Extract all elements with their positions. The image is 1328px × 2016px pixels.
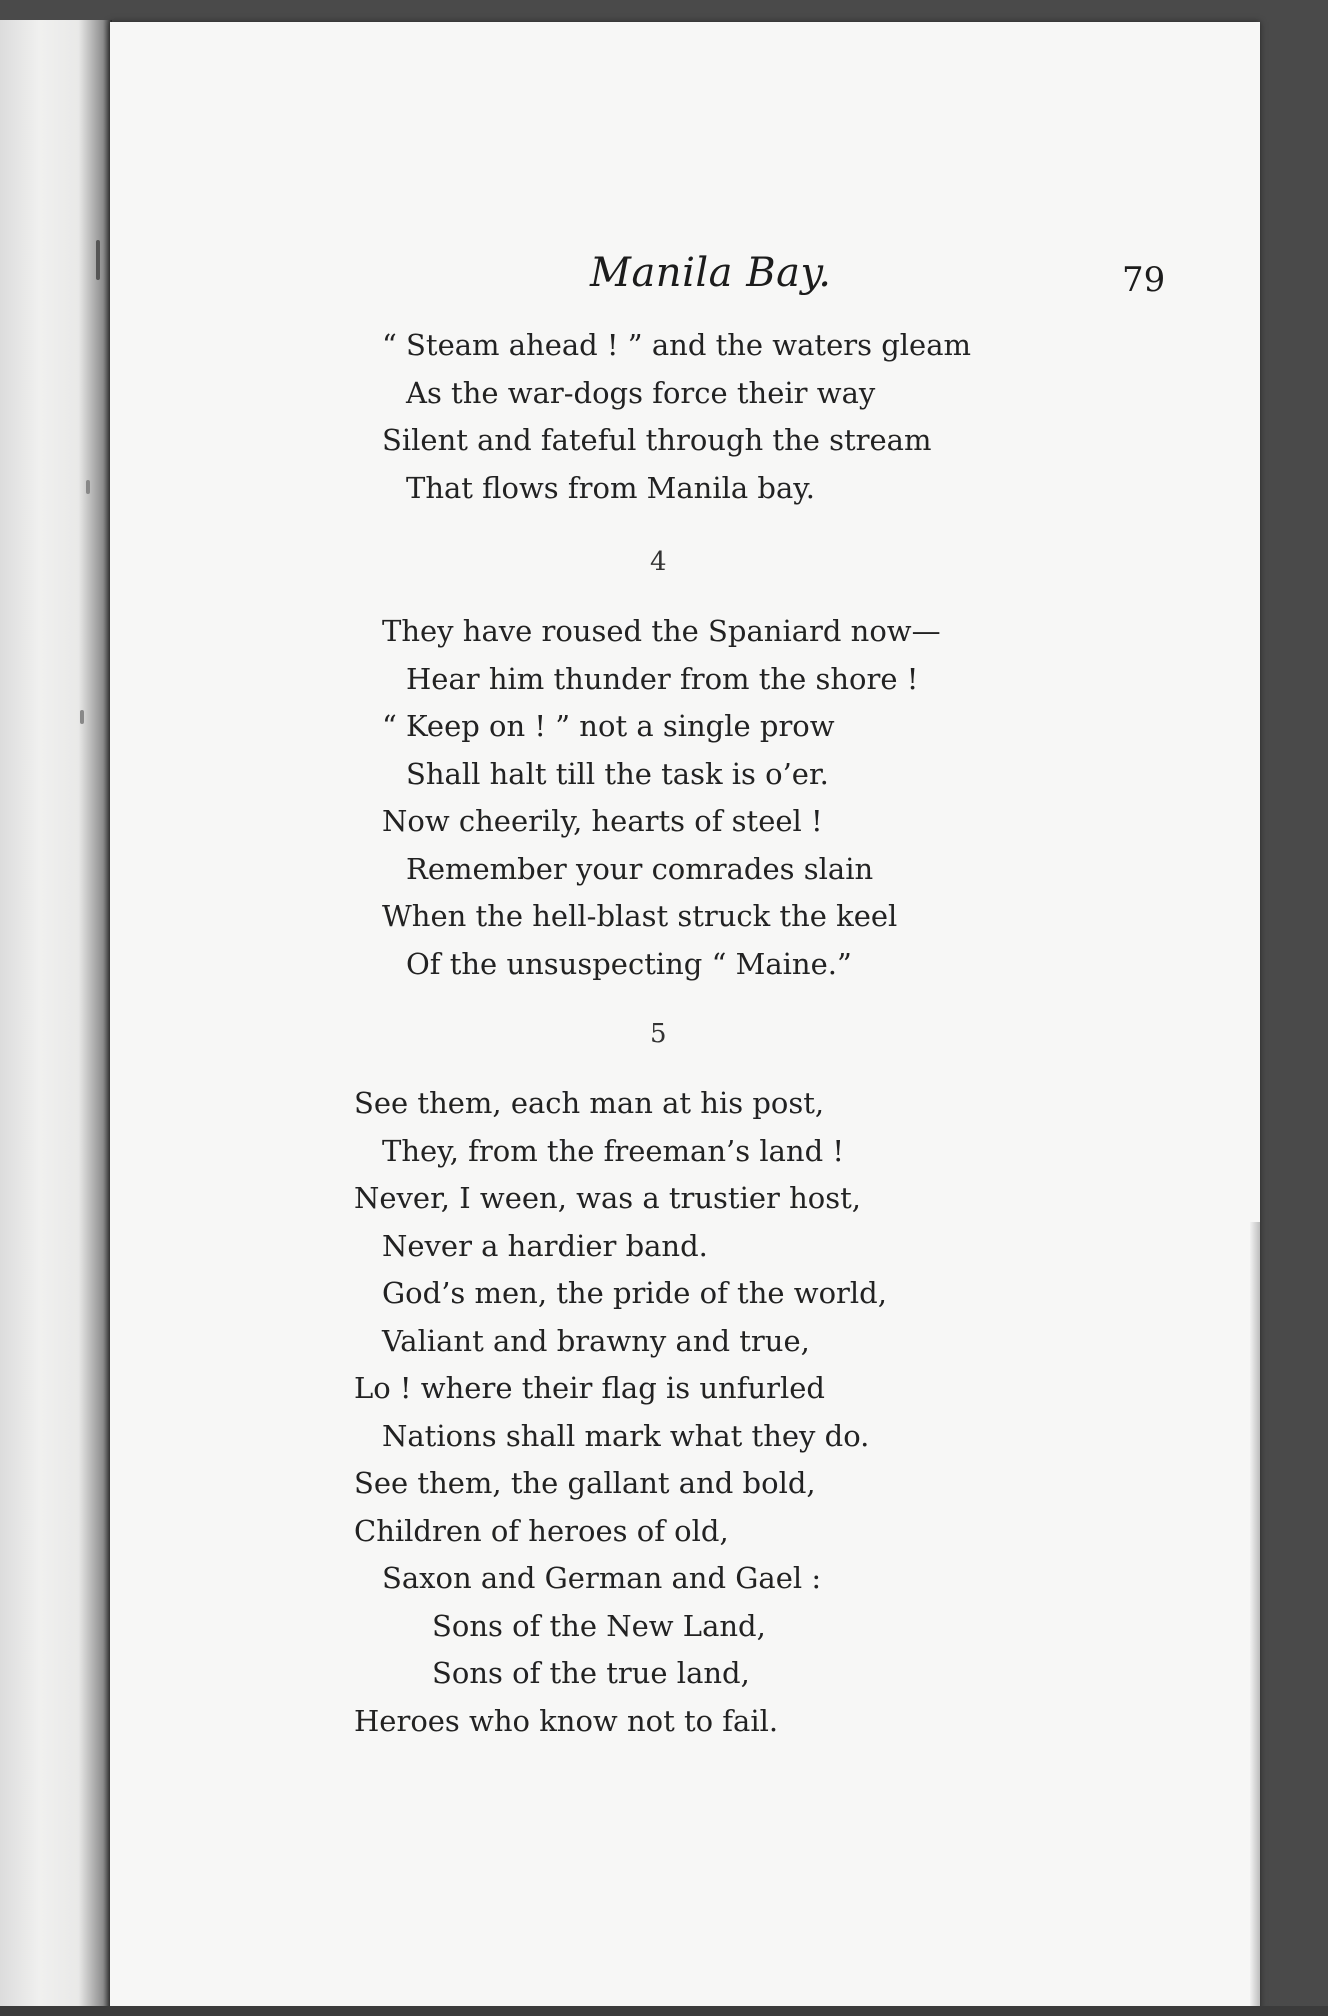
stanza-number: 5 xyxy=(650,1019,667,1049)
page-number: 79 xyxy=(1122,260,1166,300)
verse-line: Shall halt till the task is o’er. xyxy=(406,756,829,791)
verse-line: Nations shall mark what they do. xyxy=(382,1418,870,1453)
verse-line: Now cheerily, hearts of steel ! xyxy=(382,804,823,838)
previous-page-edge xyxy=(0,20,112,2016)
binding-mark xyxy=(80,710,84,724)
verse-line: Sons of the true land, xyxy=(432,1656,750,1690)
verse-line: They, from the freeman’s land ! xyxy=(382,1133,845,1168)
stanza-5 xyxy=(110,1080,1260,1745)
binding-mark xyxy=(86,480,90,494)
verse-line: Sons of the New Land, xyxy=(432,1608,766,1643)
stanza-4 xyxy=(110,608,1260,988)
binding-mark xyxy=(96,240,100,280)
verse-line: Children of heroes of old, xyxy=(354,1513,729,1548)
verse-line: They have roused the Spaniard now— xyxy=(382,614,941,648)
verse-line: Never a hardier band. xyxy=(382,1228,708,1263)
verse-line: Valiant and brawny and true, xyxy=(382,1323,810,1358)
verse-line: Remember your comrades slain xyxy=(406,851,874,886)
verse-line: Of the unsuspecting “ Maine.” xyxy=(406,946,852,981)
verse-line: As the war-dogs force their way xyxy=(406,375,876,410)
poem-text xyxy=(110,322,1260,1745)
stanza-number: 4 xyxy=(650,547,667,577)
verse-line: When the hell-blast struck the keel xyxy=(382,899,898,933)
book-page xyxy=(110,22,1260,2016)
page-edge-shadow xyxy=(1250,1222,1260,2016)
stanza-3-tail xyxy=(110,322,1260,512)
verse-line: “ Keep on ! ” not a single prow xyxy=(382,709,835,743)
verse-line: See them, the gallant and bold, xyxy=(354,1466,816,1500)
verse-line: God’s men, the pride of the world, xyxy=(382,1276,887,1310)
running-head xyxy=(110,250,1260,310)
verse-line: Hear him thunder from the shore ! xyxy=(406,661,919,696)
verse-line: That flows from Manila bay. xyxy=(406,470,816,505)
verse-line: Saxon and German and Gael : xyxy=(382,1561,822,1595)
verse-line: Lo ! where their flag is unfurled xyxy=(354,1371,825,1405)
running-title: Manila Bay. xyxy=(590,250,832,296)
verse-line: “ Steam ahead ! ” and the waters gleam xyxy=(382,328,971,362)
verse-line: Silent and fateful through the stream xyxy=(382,423,932,457)
verse-line: Never, I ween, was a trustier host, xyxy=(354,1181,861,1215)
verse-line: Heroes who know not to fail. xyxy=(354,1703,779,1738)
scan-bottom-border xyxy=(0,2006,1328,2016)
verse-line: See them, each man at his post, xyxy=(354,1086,825,1120)
